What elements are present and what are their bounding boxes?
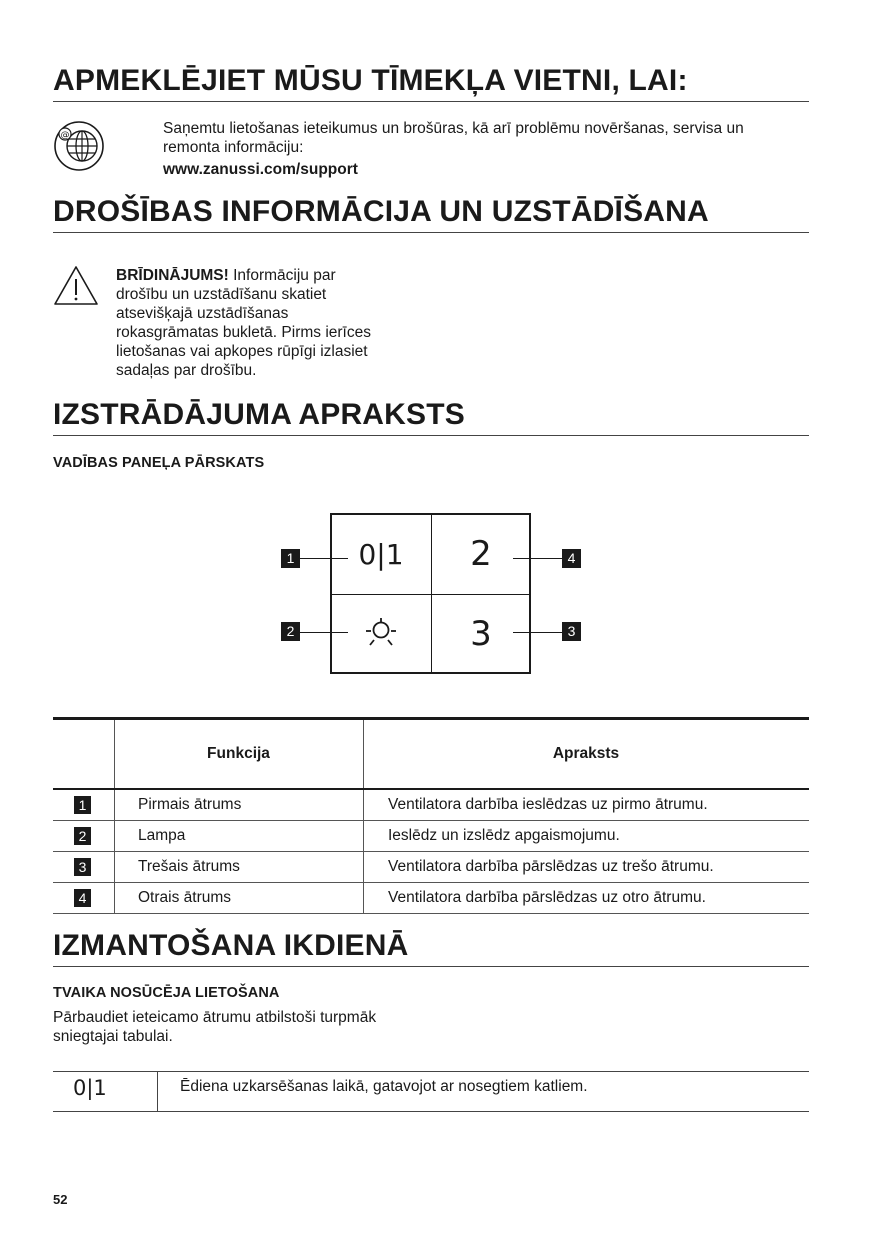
svg-text:@: @	[60, 130, 70, 141]
speed-2-button[interactable]: 2	[470, 534, 492, 574]
table-header-function: Funkcija	[115, 719, 364, 790]
row-number-badge: 1	[74, 796, 91, 814]
warning-line: drošību un uzstādīšanu skatiet	[116, 286, 327, 303]
function-table	[53, 717, 809, 914]
row-number-badge: 4	[74, 889, 91, 907]
control-panel-subtitle: VADĪBAS PANEĻA PĀRSKATS	[53, 455, 265, 471]
row-description: Ventilatora darbība ieslēdzas uz pirmo ātrumu.	[364, 789, 810, 821]
light-button[interactable]	[332, 595, 430, 673]
table-row	[53, 883, 809, 914]
page-number: 52	[53, 1192, 68, 1207]
row-description: Ventilatora darbība pārslēdzas uz otro ātrumu.	[364, 883, 810, 914]
warning-icon	[53, 264, 99, 306]
callout-line	[513, 632, 562, 633]
daily-text-line: Pārbaudiet ieteicamo ātrumu atbilstoši turpmāk	[53, 1009, 377, 1026]
callout-badge-3: 3	[562, 622, 581, 641]
section-title-safety: DROŠĪBAS INFORMĀCIJA UN UZSTĀDĪŠANA	[53, 195, 809, 233]
daily-text-line: sniegtajai tabulai.	[53, 1028, 173, 1045]
row-description: Ventilatora darbība pārslēdzas uz trešo ātrumu.	[364, 852, 810, 883]
table-header-description: Apraksts	[364, 719, 810, 790]
table-row	[53, 789, 809, 821]
warning-label: BRĪDINĀJUMS!	[116, 267, 229, 284]
warning-line: atsevišķajā uzstādīšanas	[116, 305, 289, 322]
hood-use-subtitle: TVAIKA NOSŪCĒJA LIETOŠANA	[53, 985, 280, 1001]
row-function: Lampa	[115, 821, 364, 852]
callout-line	[300, 632, 348, 633]
row-function: Pirmais ātrums	[115, 789, 364, 821]
table-header-num	[53, 719, 115, 790]
row-function: Trešais ātrums	[115, 852, 364, 883]
speed-table-row	[53, 1071, 809, 1112]
speed-symbol: 0|1	[73, 1076, 107, 1100]
table-row	[53, 821, 809, 852]
warning-line: Informāciju par	[233, 267, 336, 284]
warning-text	[116, 266, 416, 380]
callout-badge-1: 1	[281, 549, 300, 568]
callout-line	[513, 558, 562, 559]
speed-3-button[interactable]: 3	[470, 614, 492, 654]
section-title-product: IZSTRĀDĀJUMA APRAKSTS	[53, 398, 809, 436]
support-link[interactable]: www.zanussi.com/support	[163, 161, 358, 178]
row-description: Ieslēdz un izslēdz apgaismojumu.	[364, 821, 810, 852]
table-row	[53, 852, 809, 883]
speed-usage-text: Ēdiena uzkarsēšanas laikā, gatavojot ar nosegtiem katliem.	[180, 1078, 588, 1095]
section-title-daily: IZMANTOŠANA IKDIENĀ	[53, 929, 809, 967]
row-number-badge: 3	[74, 858, 91, 876]
warning-line: rokasgrāmatas bukletā. Pirms ierīces	[116, 324, 371, 341]
daily-text	[53, 1008, 433, 1046]
warning-line: lietošanas vai apkopes rūpīgi izlasiet	[116, 343, 368, 360]
lamp-icon	[364, 617, 398, 651]
row-number-badge: 2	[74, 827, 91, 845]
callout-badge-2: 2	[281, 622, 300, 641]
section-title-visit: APMEKLĒJIET MŪSU TĪMEKĻA VIETNI, LAI:	[53, 64, 809, 102]
globe-icon	[53, 120, 105, 172]
visit-text: Saņemtu lietošanas ieteikumus un brošūras, kā arī problēmu novēršanas, servisa un remonta informāciju:	[163, 120, 744, 156]
onoff-button[interactable]: 0|1	[358, 537, 404, 571]
row-function: Otrais ātrums	[115, 883, 364, 914]
table-header-row	[53, 719, 809, 790]
callout-line	[300, 558, 348, 559]
warning-line: sadaļas par drošību.	[116, 362, 257, 379]
callout-badge-4: 4	[562, 549, 581, 568]
